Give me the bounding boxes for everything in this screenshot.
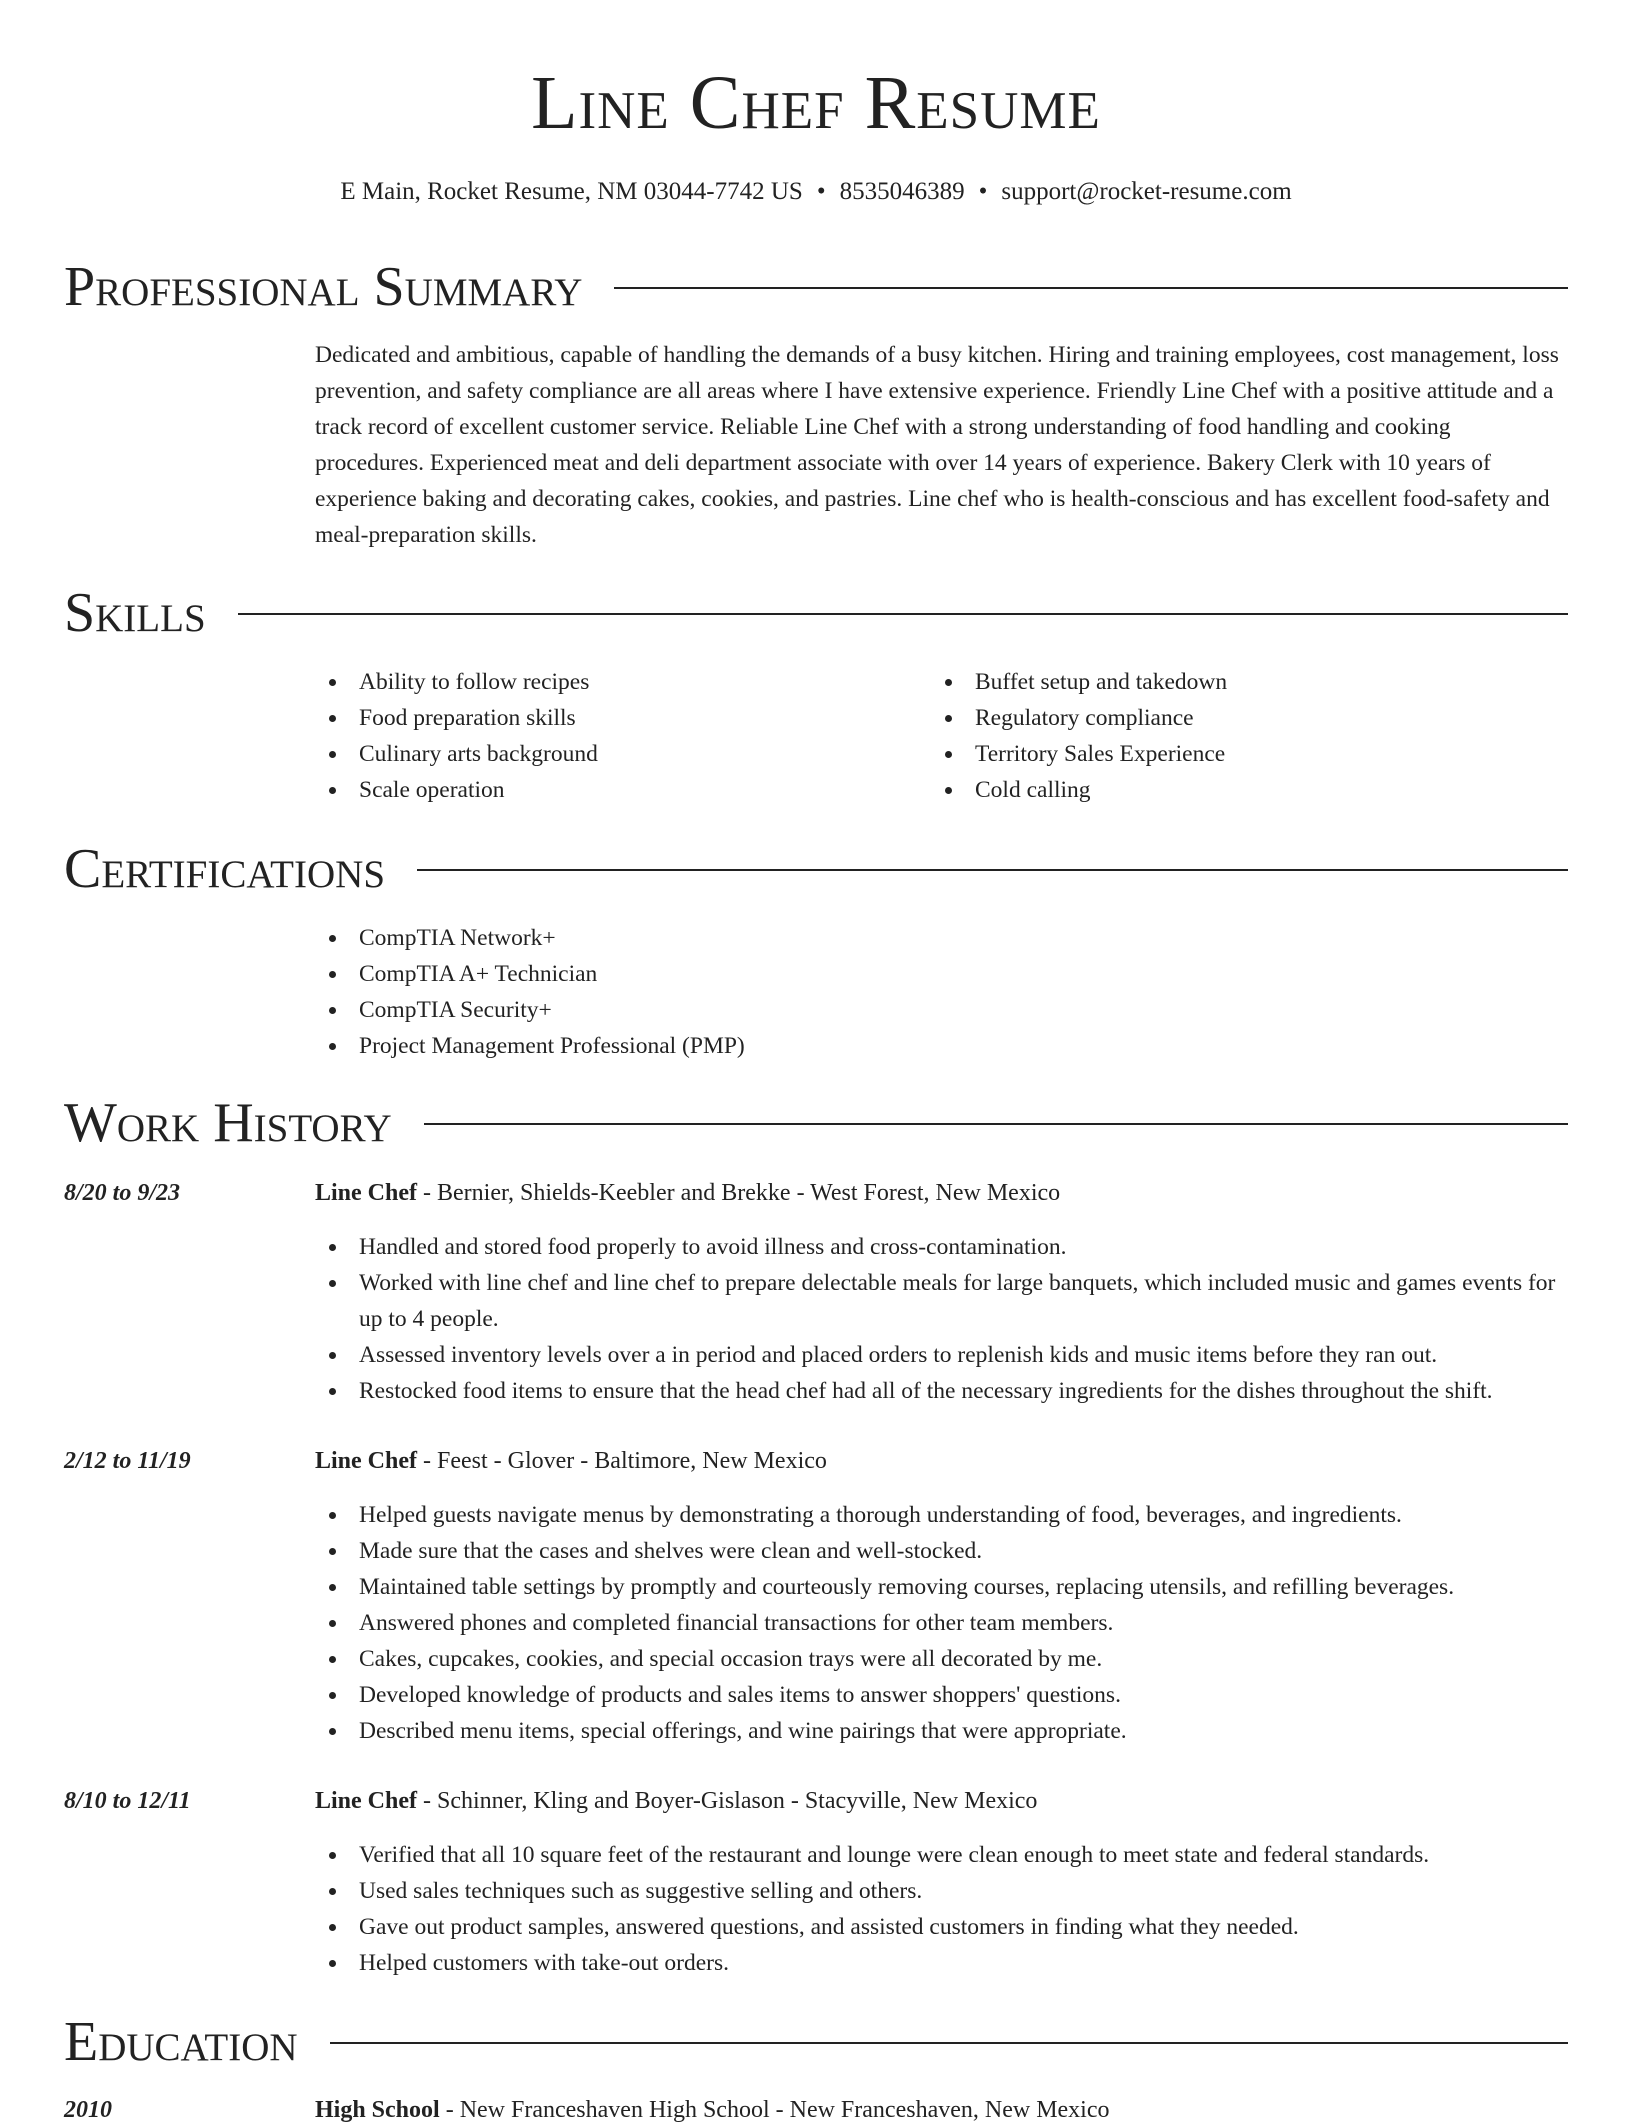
certification-item: CompTIA Security+	[315, 992, 1565, 1028]
job-bullet: Handled and stored food properly to avoid illness and cross-contamination.	[315, 1229, 1577, 1265]
education-section-header	[64, 2012, 1568, 2072]
job-employer: - Bernier, Shields-Keebler and Brekke - West Forest, New Mexico	[417, 1180, 1061, 1206]
job-bullet: Worked with line chef and line chef to prepare delectable meals for large banquets, which included music and games events for up to 4 people.	[315, 1265, 1577, 1337]
job-bullets	[315, 1497, 1577, 1749]
job-bullet: Gave out product samples, answered questions, and assisted customers in finding what they needed.	[315, 1909, 1577, 1945]
job-heading	[315, 1783, 1575, 1819]
address: E Main, Rocket Resume, NM 03044-7742 US	[340, 178, 803, 205]
email: support@rocket-resume.com	[1001, 178, 1292, 205]
skill-item: Regulatory compliance	[931, 700, 1561, 736]
job-bullet: Described menu items, special offerings, and wine pairings that were appropriate.	[315, 1713, 1577, 1749]
separator: •	[978, 178, 988, 205]
skills-list-right	[931, 664, 1561, 808]
certifications-list	[315, 920, 1565, 1064]
job-bullet: Cakes, cupcakes, cookies, and special occasion trays were all decorated by me.	[315, 1641, 1577, 1677]
job-heading	[315, 1443, 1575, 1479]
section-divider	[614, 287, 1568, 289]
job-title: Line Chef	[315, 1448, 417, 1474]
job-employer: - Feest - Glover - Baltimore, New Mexico	[417, 1448, 827, 1474]
section-title: Professional Summary	[64, 256, 583, 318]
job-bullet: Made sure that the cases and shelves were clean and well-stocked.	[315, 1533, 1577, 1569]
work-history-section-header	[64, 1093, 1568, 1153]
certifications-section-header	[64, 839, 1568, 899]
skill-item: Cold calling	[931, 772, 1561, 808]
job-bullet: Verified that all 10 square feet of the restaurant and lounge were clean enough to meet state and federal standards.	[315, 1837, 1577, 1873]
skill-item: Scale operation	[315, 772, 915, 808]
skill-item: Culinary arts background	[315, 736, 915, 772]
job-dates: 8/20 to 9/23	[64, 1180, 181, 1206]
section-divider	[424, 1123, 1568, 1125]
section-divider	[417, 869, 1568, 871]
job-bullet: Maintained table settings by promptly and courteously removing courses, replacing utensils, and refilling beverages.	[315, 1569, 1577, 1605]
certification-item: CompTIA A+ Technician	[315, 956, 1565, 992]
section-title: Work History	[64, 1092, 392, 1154]
section-title: Certifications	[64, 838, 386, 900]
job-title: Line Chef	[315, 1180, 417, 1206]
job-bullet: Assessed inventory levels over a in period and placed orders to replenish kids and music items before they ran out.	[315, 1337, 1577, 1373]
skill-item: Buffet setup and takedown	[931, 664, 1561, 700]
section-title: Education	[64, 2011, 298, 2073]
certification-item: Project Management Professional (PMP)	[315, 1028, 1565, 1064]
job-bullet: Helped customers with take-out orders.	[315, 1945, 1577, 1981]
skills-list-left	[315, 664, 915, 808]
separator: •	[816, 178, 826, 205]
skill-item: Ability to follow recipes	[315, 664, 915, 700]
job-bullet: Developed knowledge of products and sales items to answer shoppers' questions.	[315, 1677, 1577, 1713]
section-title: Skills	[64, 582, 206, 644]
summary-text: Dedicated and ambitious, capable of handling the demands of a busy kitchen. Hiring and training employees, cost management, loss prevention, and safety compliance are all areas where I have extensive experience. Friendly Line Chef with a positive attitude and a track record of excellent customer service. Reliable Line Chef with a strong understanding of food handling and cooking procedures. Experienced meat and deli department associate with over 14 years of experience. Bakery Clerk with 10 years of experience baking and decorating cakes, cookies, and pastries. Line chef who is health-conscious and has excellent food-safety and meal-preparation skills.	[315, 342, 1559, 548]
job-bullets	[315, 1229, 1577, 1409]
job-heading	[315, 1175, 1575, 1211]
job-title: Line Chef	[315, 1788, 417, 1814]
job-bullet: Helped guests navigate menus by demonstrating a thorough understanding of food, beverages, and ingredients.	[315, 1497, 1577, 1533]
skill-item: Territory Sales Experience	[931, 736, 1561, 772]
education-year: 2010	[64, 2097, 112, 2123]
education-heading	[315, 2092, 1575, 2128]
contact-line	[0, 176, 1632, 208]
job-dates: 8/10 to 12/11	[64, 1788, 191, 1814]
job-dates: 2/12 to 11/19	[64, 1448, 191, 1474]
job-bullet: Restocked food items to ensure that the head chef had all of the necessary ingredients for the dishes throughout the shift.	[315, 1373, 1577, 1409]
job-bullet: Answered phones and completed financial transactions for other team members.	[315, 1605, 1577, 1641]
education-degree: High School	[315, 2097, 440, 2123]
resume-title: Line Chef Resume	[531, 61, 1101, 145]
skill-item: Food preparation skills	[315, 700, 915, 736]
job-bullet: Used sales techniques such as suggestive selling and others.	[315, 1873, 1577, 1909]
skills-section-header	[64, 583, 1568, 643]
job-bullets	[315, 1837, 1577, 1981]
phone: 8535046389	[839, 178, 965, 205]
summary-section-header	[64, 257, 1568, 317]
job-employer: - Schinner, Kling and Boyer-Gislason - Stacyville, New Mexico	[417, 1788, 1038, 1814]
certification-item: CompTIA Network+	[315, 920, 1565, 956]
education-school: - New Franceshaven High School - New Franceshaven, New Mexico	[439, 2097, 1110, 2123]
section-divider	[330, 2042, 1568, 2044]
section-divider	[238, 613, 1568, 615]
